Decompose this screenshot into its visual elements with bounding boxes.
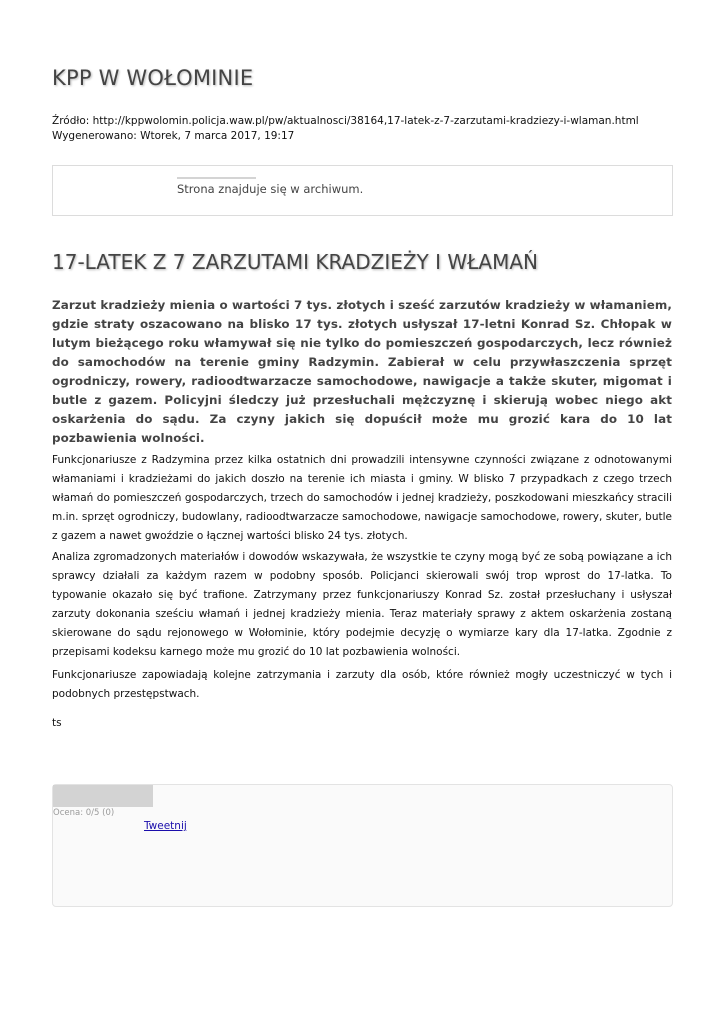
- meta-info: [52, 114, 639, 144]
- archive-divider: [177, 177, 256, 179]
- article-paragraph: Funkcjonariusze zapowiadają kolejne zatrzymania i zarzuty dla osób, które również mogły uczestniczyć w tych i podobnych przestępstwach.: [52, 669, 672, 700]
- article-paragraph: Analiza zgromadzonych materiałów i dowodów wskazywała, że wszystkie te czyny mogą być ze sobą powiązane a ich sprawcy działali za każdym razem w podobny sposób. Policjanci skierowali swój trop wprost do 17-latka. To typowanie okazało się być trafione. Zatrzymany przez funkcjonariuszy Konrad Sz. został przesłuchany i usłyszał zarzuty dokonania sześciu włamań i jednej kradzieży mienia. Teraz materiały sprawy z aktem oskarżenia zostaną skierowane do sądu rejonowego w Wołominie, który podejmie decyzję o wymiarze kary dla 17-latka. Zgodnie z przepisami kodeksu karnego może mu grozić do 10 lat pozbawienia wolności.: [52, 551, 672, 658]
- archive-notice-box: [52, 165, 673, 216]
- article-lead: Zarzut kradzieży mienia o wartości 7 tys. złotych i sześć zarzutów kradzieży w włamaniem, gdzie straty oszacowano na blisko 17 tys. złotych usłyszał 17-letni Konrad Sz. Chłopak w lutym bieżącego roku włamywał się nie tylko do pomieszczeń gospodarczych, lecz również do samochodów na terenie gminy Radzymin. Zabierał w celu przywłaszczenia sprzęt ogrodniczy, rowery, radioodtwarzacze samochodowe, nawigacje a także skuter, migomat i butle z gazem. Policyjni śledczy już przesłuchali mężczyznę i skierują wobec niego akt oskarżenia do sądu. Za czyny jakich się dopuścił może mu grozić kara do 10 lat pozbawienia wolności.: [52, 298, 672, 445]
- article-title: 17-LATEK Z 7 ZARZUTAMI KRADZIEŻY I WŁAMAŃ: [52, 250, 538, 274]
- author-initials: ts: [52, 717, 62, 729]
- social-rating-box: [52, 784, 673, 907]
- generated-date-line: Wygenerowano: Wtorek, 7 marca 2017, 19:17: [52, 130, 295, 142]
- source-url-line: Źródło: http://kppwolomin.policja.waw.pl/pw/aktualnosci/38164,17-latek-z-7-zarzutami-kradziezy-i-wlaman.html: [52, 115, 639, 127]
- article-paragraph: Funkcjonariusze z Radzymina przez kilka ostatnich dni prowadzili intensywne czynności związane z odnotowanymi włamaniami i kradzieżami do jakich doszło na terenie ich miasta i gminy. W blisko 7 przypadkach z czego trzech włamań do pomieszczeń gospodarczych, trzech do samochodów i jednej kradzieży, poszkodowani mieszkańcy stracili m.in. sprzęt ogrodniczy, budowlany, radioodtwarzacze samochodowe, nawigacje samochodowe, rowery, skuter, butle z gazem a nawet gwoździe o łącznej wartości blisko 24 tys. złotych.: [52, 454, 672, 542]
- archive-notice: Strona znajduje się w archiwum.: [177, 182, 364, 196]
- rating-widget[interactable]: [53, 785, 153, 807]
- site-title: KPP W WOŁOMINIE: [52, 66, 254, 90]
- tweet-link[interactable]: Tweetnij: [144, 820, 187, 832]
- rating-text: Ocena: 0/5 (0): [53, 808, 115, 818]
